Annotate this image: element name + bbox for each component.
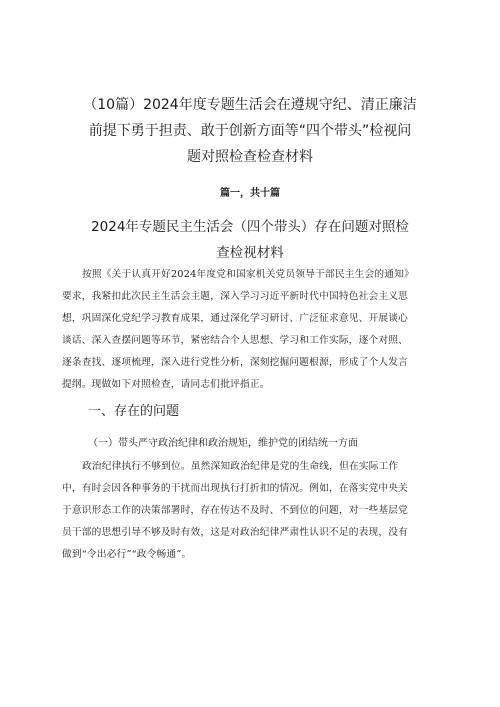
section-heading-problems: 一、存在的问题 <box>88 404 180 419</box>
subtitle-line-2: 查检视材料 <box>216 245 284 261</box>
section1-line-3: 于意识形态工作的决策部署时，存在传达不及时、不到位的问题，对一些基层党 <box>62 505 409 516</box>
intro-line-2: 要求，我紧扣此次民主生活会主题，深入学习习近平新时代中国特色社会主义思 <box>62 291 409 302</box>
intro-line-1: 按照《关于认真开好2024年度党和国家机关党员领导干部民主生会的通知》 <box>82 269 414 280</box>
section1-line-4: 员干部的思想引导不够及时有效，这是对政治纪律严肃性认识不足的表现，没有 <box>62 527 409 538</box>
subsection-heading-political-discipline: （一）带头严守政治纪律和政治规矩，维护党的团结统一方面 <box>88 438 358 449</box>
title-line-3: 题对照检查检查材料 <box>187 149 313 165</box>
intro-line-5: 逐条查找、逐项梳理，深入进行党性分析，深刻挖掘问题根源，形成了个人发言 <box>62 357 409 368</box>
intro-line-6: 提纲。现做如下对照检查，请同志们批评指正。 <box>62 379 270 390</box>
title-line-2: 前提下勇于担责、敢于创新方面等“四个带头”检视问 <box>88 123 412 139</box>
intro-line-4: 谈话、深入查摆问题等环节，紧密结合个人思想、学习和工作实际，逐个对照、 <box>62 335 409 346</box>
chapter-label: 篇一，共十篇 <box>220 188 280 199</box>
section1-paragraph <box>62 456 440 566</box>
title-line-1: （10篇）2024年度专题生活会在遵规守纪、清正廉洁 <box>83 97 417 113</box>
section1-line-2: 中，有时会因各种事务的干扰而出现执行打折扣的情况。例如，在落实党中央关 <box>62 483 409 494</box>
section1-line-5: 做到“令出必行”“政令畅通”。 <box>62 549 192 560</box>
section1-line-1: 政治纪律执行不够到位。虽然深知政治纪律是党的生命线，但在实际工作 <box>82 461 399 472</box>
subtitle-line-1: 2024年专题民主生活会（四个带头）存在问题对照检 <box>91 219 409 235</box>
document-subtitle <box>60 214 440 266</box>
intro-paragraph <box>62 264 440 396</box>
document-title <box>60 92 440 170</box>
intro-line-3: 想，巩固深化党纪学习教育成果，通过深化学习研讨、广泛征求意见、开展谈心 <box>62 313 409 324</box>
